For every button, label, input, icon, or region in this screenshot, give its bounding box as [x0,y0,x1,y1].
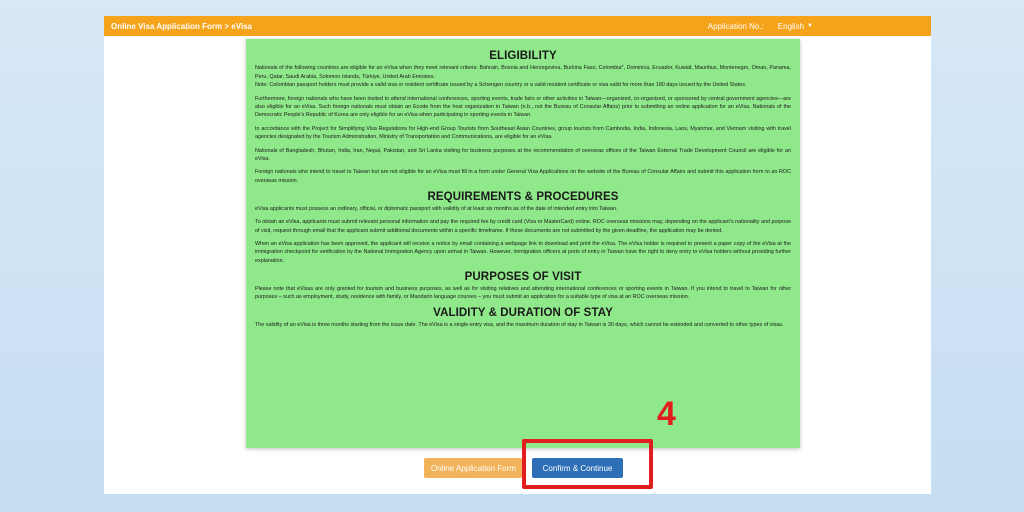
action-buttons [104,458,931,478]
confirm-continue-button[interactable]: Confirm & Continue [532,458,623,478]
online-application-form-button[interactable]: Online Application Form [424,458,522,478]
language-label: English [777,21,805,31]
chevron-down-icon: ▼ [807,23,813,29]
validity-paragraph-1: The validity of an eVisa is three months starting from the issue date. The eVisa is a single-entry visa, and the maximum duration of stay in Taiwan is 30 days, which cannot be extended and converted to other types of visas. [255,321,784,328]
requirements-heading: REQUIREMENTS & PROCEDURES [427,191,619,204]
language-selector[interactable] [778,22,813,31]
purposes-heading: PURPOSES OF VISIT [464,271,582,284]
header-bar [104,16,931,36]
validity-heading: VALIDITY & DURATION OF STAY [433,307,613,320]
eligibility-paragraph-4: Nationals of Bangladesh, Bhutan, India, Iran, Nepal, Pakistan, and Sri Lanka visiting for business purposes at the recommendation of overseas offices of the Taiwan External Trade Development Council are eligible for an eVisa. [255,147,791,163]
step-highlight-box [522,439,653,489]
eligibility-heading: ELIGIBILITY [489,50,557,62]
requirements-paragraph-2: To obtain an eVisa, applicants must submit relevant personal information and pay the required fee by credit card (Visa or MasterCard) online. ROC overseas missions may, depending on the applicant's nationality and purpose of visit, request through email that the applicant submit additional documents within a specific timeframe. If these documents are not submitted by the given deadline, the application may be denied. [255,219,791,234]
requirements-paragraph-1: eVisa applicants must possess an ordinary, official, or diplomatic passport with validity of at least six months as of the date of intended entry into Taiwan. [255,205,618,212]
requirements-paragraph-3: When an eVisa application has been approved, the applicant will receive a notice by email containing a webpage link to download and print the eVisa. The eVisa holder is required to present a paper copy of the eVisa at the immigration checkpoint for verification by the National Immigration Agency upon arrival in Taiwan. However, immigration officers at ports of entry in Taiwan have the right to deny entry to eVisa holders without providing further explanation. [255,240,791,264]
application-number-label: Application No.: [707,21,764,31]
step-number-label: 4 [657,395,676,433]
header-right [708,22,813,31]
eligibility-paragraph-5: Foreign nationals who intend to travel to Taiwan but are not eligible for an eVisa must fill in a form under General Visa Applications on the website of the Bureau of Consular Affairs and submit this application form to an ROC overseas mission. [255,169,791,184]
page-title: Online Visa Application Form > eVisa [111,21,253,31]
info-panel [246,39,800,448]
browser-page [104,16,931,494]
eligibility-paragraph-1: Nationals of the following countries are eligible for an eVisa when they meet relevant criteria: Bahrain, Bosnia and Herzegovina, Burkina Faso, Colombia*, Dominica, Ecuador, Kuwait, Mauritius, Montenegro, Oman, Panama, Peru, Qatar, Saudi Arabia, Solomon Islands, Türkiye, United Arab Emirates. [255,65,791,80]
eligibility-paragraph-2: Furthermore, foreign nationals who have been invited to attend international conferences, sporting events, trade fairs or other activities in Taiwan—organized, co-organized, or sponsored by central government agencies—are also eligible for an eVisa. Such foreign nationals must obtain an Ecode from the host organization in Taiwan (n.b., not the Bureau of Consular Affairs) prior to submitting an online application for an eVisa. Nationals of the Democratic People's Republic of Korea are only eligible for an eVisa when participating in sporting events in Taiwan. [255,95,791,119]
purposes-paragraph-1: Please note that eVisas are only granted for tourism and business purposes, as well as for visiting relatives and attending international conferences or sporting events in Taiwan. If you intend to travel to Taiwan for other purposes – such as employment, study, residence with family, or Mandarin language courses – you must submit an application for a suitable type of visa at an ROC overseas mission. [255,285,791,300]
eligibility-note: Note: Colombian passport holders must provide a valid visa or resident certificate issued by a Schengen country or a valid resident certificate or visa valid for more than 180 days issued by the United States. [255,82,747,89]
eligibility-paragraph-3: In accordance with the Project for Simplifying Visa Regulations for High-end Group Tourists from Southeast Asian Countries, group tourists from Cambodia, India, Indonesia, Laos, Myanmar, and Vietnam visiting with travel agencies designated by the Tourism Administration, Ministry of Transportation and Communications, are eligible for an eVisa. [255,125,791,141]
